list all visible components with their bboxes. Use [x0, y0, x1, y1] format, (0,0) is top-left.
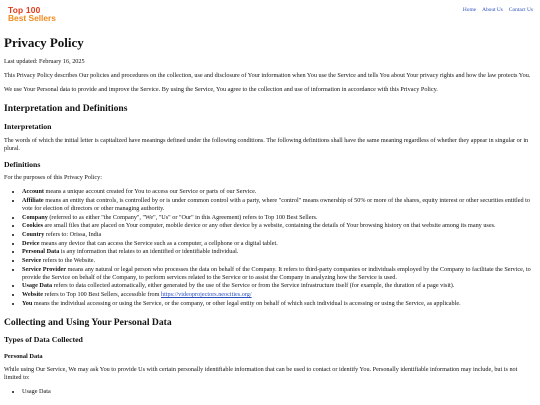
site-logo[interactable]: [8, 6, 56, 23]
definition-term: Website: [22, 291, 43, 299]
logo-line-1: Top 100: [8, 5, 41, 15]
nav-contact-link[interactable]: Contact Us: [508, 7, 533, 13]
nav-home-link[interactable]: Home: [462, 7, 477, 13]
policy-content: [0, 24, 540, 396]
definition-term: Usage Data: [22, 282, 53, 290]
definition-term: Affiliate: [22, 197, 44, 204]
definition-item: [22, 240, 536, 248]
definition-term: Account: [22, 188, 44, 196]
definition-text: (referred to as either "the Company", "We", "Us" or "Our" in this Agreement) refers to Top 100 Best Sellers.: [47, 213, 318, 221]
definition-item: [22, 291, 536, 299]
nav-about-link[interactable]: About Us: [482, 7, 503, 13]
definition-item: [22, 188, 536, 196]
definition-text: refers to data collected automatically, either generated by the use of the Service or from the Service infrastructure itself (for example, the duration of a page visit).: [52, 282, 455, 290]
definition-text: refers to the Website.: [41, 257, 96, 264]
subheading-personal-data: Personal Data: [4, 352, 43, 360]
page-title: Privacy Policy: [4, 35, 84, 50]
definitions-intro: For the purposes of this Privacy Policy:: [4, 174, 102, 182]
definition-text: means a unique account created for You to access our Service or parts of our Service.: [44, 188, 257, 196]
interpretation-text: The words of which the initial letter is capitalized have meanings defined under the following conditions. The following definitions shall have the same meaning regardless of whether they appear in singular or in plural.: [4, 136, 529, 152]
subheading-definitions: Definitions: [4, 159, 41, 169]
definition-item: [22, 248, 536, 256]
website-link[interactable]: https://videoprojectors.neocities.org/: [160, 291, 252, 299]
definition-item: [22, 222, 536, 230]
definition-term: Company: [22, 213, 48, 221]
definition-text: means any natural or legal person who processes the data on behalf of the Company. It refers to third-party companies or individuals employed by the Company to facilitate the Service, to provide the Service on behalf of the Company, to perform services related to the Service or to assist the Company in analyzing how the Service is used.: [22, 265, 531, 281]
definition-item: [22, 266, 536, 282]
definition-text: refers to Top 100 Best Sellers, accessible from: [42, 291, 161, 299]
definition-item: [22, 300, 536, 308]
definition-text: are small files that are placed on Your computer, mobile device or any other device by a website, containing the details of Your browsing history on that website among its many uses.: [42, 222, 496, 230]
site-header: [0, 0, 540, 24]
definition-item: [22, 214, 536, 222]
section-heading-interpretation-definitions: Interpretation and Definitions: [4, 103, 128, 115]
definition-text: is any information that relates to an identified or identifiable individual.: [59, 248, 239, 256]
definition-term: Service Provider: [22, 265, 67, 273]
personal-data-list: [22, 388, 536, 396]
personal-data-text: While using Our Service, We may ask You to provide Us with certain personally identifiable information that can be used to contact or identify You. Personally identifiable information may include, but is not limited to:: [4, 366, 518, 382]
definition-item: [22, 282, 536, 290]
intro-paragraph-1: This Privacy Policy describes Our policies and procedures on the collection, use and disclosure of Your information when You use the Service and tells You about Your privacy rights and how the law protects You.: [4, 72, 531, 80]
definition-item: [22, 197, 536, 213]
definition-term: Personal Data: [22, 248, 60, 256]
definition-item: [22, 231, 536, 239]
logo-line-2: Best Sellers: [8, 13, 56, 24]
personal-data-item: • Usage Data: [22, 388, 536, 396]
subheading-interpretation: Interpretation: [4, 122, 52, 132]
section-heading-collecting: Collecting and Using Your Personal Data: [4, 316, 172, 328]
definition-text: means any device that can access the Service such as a computer, a cellphone or a digital tablet.: [39, 239, 278, 247]
definition-term: Country: [22, 231, 45, 239]
definition-text: refers to: Orissa, India: [44, 231, 102, 239]
definition-text: means the individual accessing or using the Service, or the company, or other legal entity on behalf of which such individual is accessing or using the Service, as applicable.: [32, 299, 461, 307]
definition-term: Device: [22, 239, 40, 247]
definition-item: [22, 257, 536, 265]
definition-term: Cookies: [22, 222, 43, 230]
last-updated: Last updated: February 16, 2025: [4, 58, 85, 66]
definition-text: means an entity that controls, is controlled by or is under common control with a party, where "control" means ownership of 50% or more of the shares, equity interest or other securities entitled to vote for election of directors or other managing authority.: [22, 197, 530, 213]
intro-paragraph-2: We use Your Personal data to provide and improve the Service. By using the Service, You agree to the collection and use of information in accordance with this Privacy Policy.: [4, 86, 438, 94]
top-nav: [463, 7, 533, 14]
subheading-types-of-data: Types of Data Collected: [4, 335, 83, 345]
definitions-list: [22, 188, 536, 307]
definition-term: Service: [22, 257, 42, 264]
definition-term: You: [22, 299, 33, 307]
